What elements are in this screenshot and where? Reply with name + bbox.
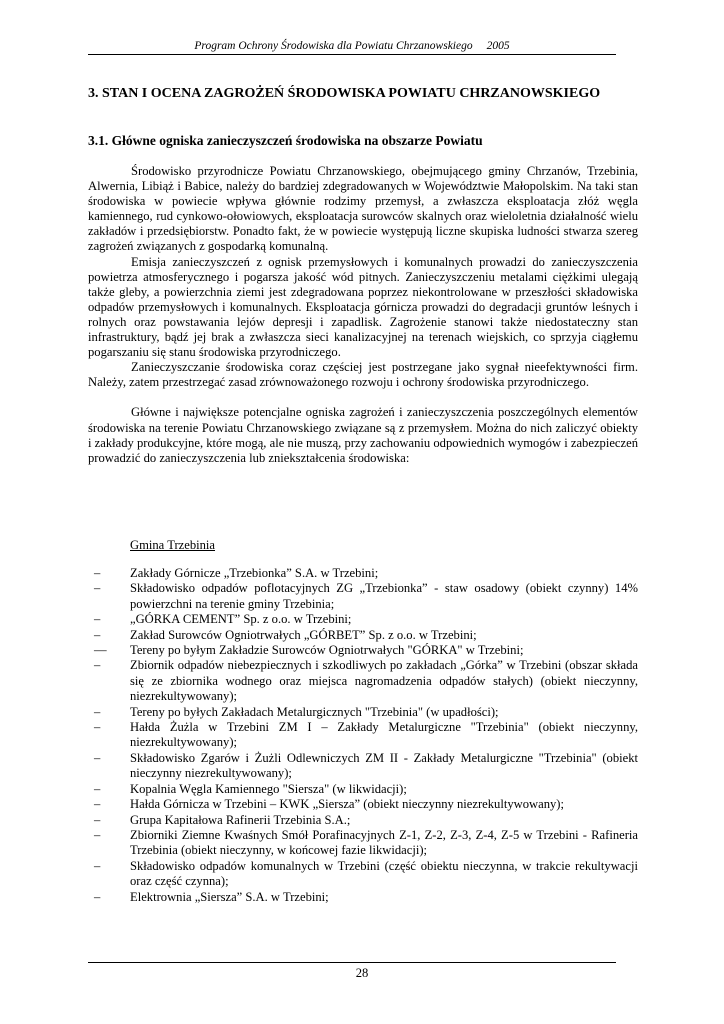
list-item bbox=[88, 751, 638, 782]
list-item-text: Zakład Surowców Ogniotrwałych „GÓRBET” Sp. z o.o. w Trzebini; bbox=[130, 627, 477, 642]
list-item-text: „GÓRKA CEMENT” Sp. z o.o. w Trzebini; bbox=[130, 612, 352, 627]
header-year: 2005 bbox=[486, 40, 510, 52]
list-item bbox=[88, 658, 638, 704]
list-item bbox=[88, 782, 638, 797]
subsection-heading: 3.1. Główne ogniska zanieczyszczeń środowiska na obszarze Powiatu bbox=[88, 133, 483, 148]
dash-marker: – bbox=[94, 627, 101, 642]
dash-marker: – bbox=[94, 720, 101, 735]
paragraph: Emisja zanieczyszczeń z ognisk przemysłowych i komunalnych prowadzi do zanieczyszczenia powietrza atmosferycznego i pogarsza jakość wód pitnych. Zanieczyszczeniu metalami ciężkimi ulegają także gleby, a powierzchnia ziemi jest zdegradowana poprzez niekontrolowane w przeszłości składowiska odpadów przemysłowych i komunalnych. Eksploatacja górnicza prowadzi do degradacji gruntów leśnych i rolnych oraz powstawania lejów depresji i zapadlisk. Zagrożenie stanowi także niedostateczny stan infrastruktury, bądź jej brak a zwłaszcza sieci kanalizacyjnej na terenach wiejskich, co sprzyja ciągłemu pogarszaniu się stanu środowiska przyrodniczego. bbox=[88, 254, 638, 360]
list-item bbox=[88, 566, 638, 581]
dash-marker: – bbox=[94, 704, 101, 719]
list-item-text: Składowisko odpadów komunalnych w Trzebini (część obiektu nieczynna, w trakcie rekultywacji oraz część czynna); bbox=[130, 858, 638, 889]
list-item bbox=[88, 612, 638, 627]
list-item bbox=[88, 828, 638, 859]
dash-marker: – bbox=[94, 889, 101, 904]
list-item-text: Zbiornik odpadów niebezpiecznych i szkodliwych po zakładach „Górka” w Trzebini (obszar składa się ze zbiornika wodnego oraz miejsca nagromadzenia odpadów stałych) (obiekt nieczynny, niezrekultywowany); bbox=[130, 658, 638, 704]
dash-marker: – bbox=[94, 658, 101, 673]
list-item bbox=[88, 705, 638, 720]
list-item bbox=[88, 797, 638, 812]
header-title: Program Ochrony Środowiska dla Powiatu Chrzanowskiego bbox=[194, 40, 473, 52]
list-item-text: Tereny po byłym Zakładzie Surowców Ogniotrwałych "GÓRKA" w Trzebini; bbox=[130, 643, 524, 658]
paragraph: Zanieczyszczanie środowiska coraz częściej jest postrzegane jako sygnał nieefektywności firm. Należy, zatem przestrzegać zasad zrównoważonego rozwoju i ochrony środowiska przyrodniczego. bbox=[88, 360, 638, 390]
dash-marker: – bbox=[94, 781, 101, 796]
dash-marker: – bbox=[94, 566, 101, 580]
list-item bbox=[88, 643, 638, 658]
list-item bbox=[88, 720, 638, 751]
paragraph: Główne i największe potencjalne ogniska zagrożeń i zanieczyszczenia poszczególnych elementów środowiska na terenie Powiatu Chrzanowskiego związane są z przemysłem. Można do nich zaliczyć obiekty i zakłady produkcyjne, które mogą, ale nie muszą, przy zachowaniu odpowiednich wymogów i zabezpieczeń prowadzić do zanieczyszczenia lub zniekształcenia środowiska: bbox=[88, 405, 638, 465]
list-item-text: Tereny po byłych Zakładach Metalurgicznych "Trzebinia" (w upadłości); bbox=[130, 704, 499, 719]
dash-marker: – bbox=[94, 750, 101, 765]
facility-list bbox=[88, 566, 638, 905]
list-item-text: Składowisko Zgarów i Żużli Odlewniczych ZM II - Zakłady Metalurgiczne "Trzebinia" (obiekt nieczynny niezrekultywowany); bbox=[130, 750, 638, 781]
list-item bbox=[88, 628, 638, 643]
list-item bbox=[88, 859, 638, 890]
list-item-text: Grupa Kapitałowa Rafinerii Trzebinia S.A.; bbox=[130, 812, 351, 827]
list-item-text: Kopalnia Węgla Kamiennego "Siersza" (w likwidacji); bbox=[130, 781, 407, 796]
page-number: 28 bbox=[355, 966, 369, 980]
dash-marker: – bbox=[94, 812, 101, 827]
dash-marker: – bbox=[94, 827, 101, 842]
list-item bbox=[88, 813, 638, 828]
list-item-text: Hałda Górnicza w Trzebini – KWK „Siersza” (obiekt nieczynny niezrekultywowany); bbox=[130, 797, 564, 812]
body-text bbox=[88, 164, 638, 466]
section-heading: 3. STAN I OCENA ZAGROŻEŃ ŚRODOWISKA POWIATU CHRZANOWSKIEGO bbox=[88, 86, 601, 101]
list-item-text: Składowisko odpadów poflotacyjnych ZG „Trzebionka” - staw osadowy (obiekt czynny) 14% powierzchni na terenie gminy Trzebinia; bbox=[130, 581, 638, 611]
list-item-text: Elektrownia „Siersza” S.A. w Trzebini; bbox=[130, 889, 329, 904]
footer-divider bbox=[88, 962, 616, 963]
list-item bbox=[88, 890, 638, 905]
paragraph: Środowisko przyrodnicze Powiatu Chrzanowskiego, obejmującego gminy Chrzanów, Trzebinia, Alwernia, Libiąż i Babice, należy do bardziej zdegradowanych w Województwie Małopolskim. Na taki stan środowiska w powiecie wpływa głównie rodzimy przemysł, a zwłaszcza eksploatacja złóż węgla kamiennego, rud cynkowo-ołowiowych, eksploatacja surowców skalnych oraz wieloletnia działalność wielu zakładów i przedsiębiorstw. Ponadto fakt, że w powiecie występują liczne skupiska ludności stwarza szereg zagrożeń związanych z gospodarką komunalną. bbox=[88, 164, 638, 254]
gmina-title: Gmina Trzebinia bbox=[130, 538, 216, 552]
list-item-text: Zakłady Górnicze „Trzebionka” S.A. w Trzebini; bbox=[130, 566, 379, 580]
dash-marker: — bbox=[94, 643, 107, 658]
dash-marker: – bbox=[94, 858, 101, 873]
dash-marker: – bbox=[94, 612, 101, 627]
list-item-text: Zbiorniki Ziemne Kwaśnych Smół Porafinacyjnych Z-1, Z-2, Z-3, Z-4, Z-5 w Trzebini - Rafineria Trzebinia (obiekt nieczynny, w końcowej fazie likwidacji); bbox=[130, 827, 638, 858]
list-item-text: Hałda Żużla w Trzebini ZM I – Zakłady Metalurgiczne "Trzebinia" (obiekt nieczynny, niezrekultywowany); bbox=[130, 720, 638, 750]
dash-marker: – bbox=[94, 581, 101, 596]
dash-marker: – bbox=[94, 797, 101, 812]
list-item bbox=[88, 581, 638, 612]
page-header bbox=[88, 40, 616, 55]
